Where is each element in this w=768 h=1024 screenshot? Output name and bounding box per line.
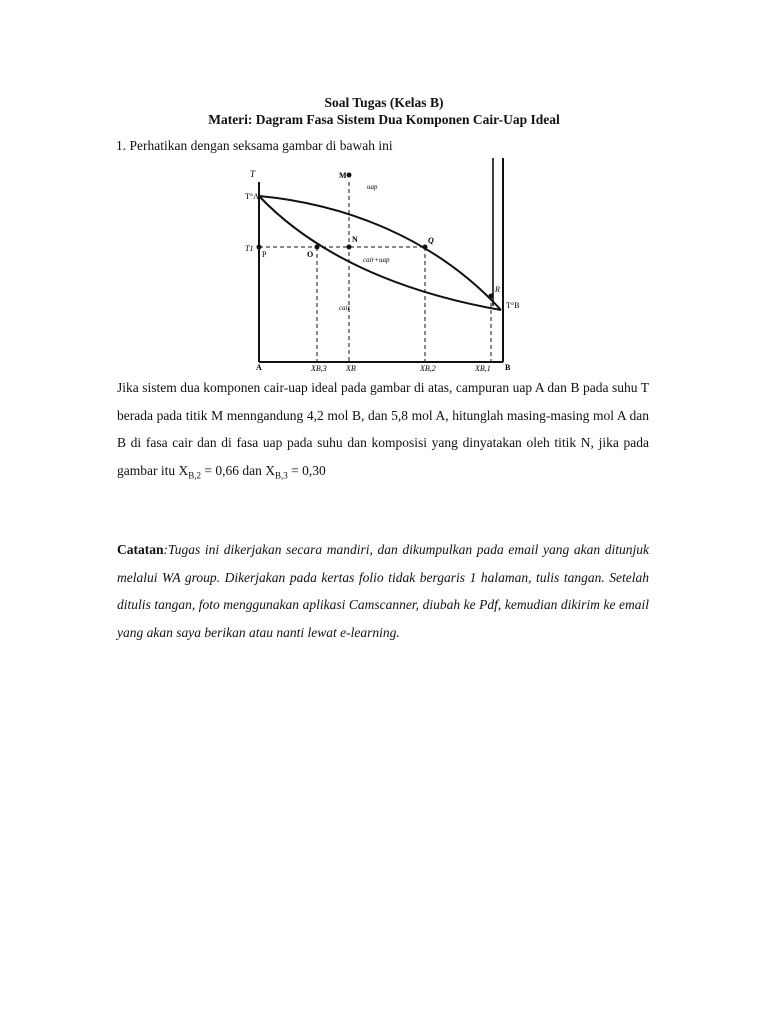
label-t-axis: T [250, 169, 256, 179]
problem-text [117, 374, 649, 490]
problem-part3: = 0,30 [287, 462, 326, 478]
subscript-b2: B,2 [188, 470, 201, 481]
problem-part2: = 0,66 dan X [201, 462, 275, 478]
label-o: O [307, 250, 314, 259]
phase-diagram-figure [235, 158, 525, 372]
label-ta: T°A [245, 192, 259, 201]
label-q: Q [428, 236, 434, 245]
label-r: R [495, 285, 500, 294]
point-q [423, 245, 428, 250]
subscript-b3: B,3 [274, 470, 288, 481]
label-cair-uap: cair+uap [363, 256, 390, 264]
label-m: M [339, 171, 347, 180]
label-p: P [262, 250, 267, 259]
note-text: :Tugas ini dikerjakan secara mandiri, dan dikumpulkan pada email yang akan ditunjuk melalui WA group. Dikerjakan pada kertas folio tidak bergaris 1 halaman, tulis tangan. Setelah ditulis tangan, foto menggunakan aplikasi Camscanner, diubah ke Pdf, kemudian dikirim ke email yang akan saya berikan atau nanti lewat e-learning. [117, 542, 649, 640]
document-subtitle: Materi: Dagram Fasa Sistem Dua Komponen Cair-Uap Ideal [208, 112, 560, 127]
point-p [257, 245, 262, 250]
label-t1: T1 [245, 244, 254, 253]
label-xb: XB [346, 364, 356, 372]
label-a: A [256, 363, 262, 372]
label-n: N [352, 235, 358, 244]
note-paragraph [117, 536, 649, 646]
label-uap: uap [367, 183, 378, 191]
label-xb1: XB,1 [475, 364, 491, 372]
label-xb3: XB,3 [311, 364, 327, 372]
vapor-curve [259, 196, 501, 310]
liquid-curve [259, 196, 501, 310]
question-intro: 1. Perhatikan dengan seksama gambar di bawah ini [116, 138, 393, 153]
document-title: Soal Tugas (Kelas B) [324, 95, 444, 110]
note-label: Catatan [117, 542, 164, 557]
point-n [347, 245, 352, 250]
point-o [315, 245, 320, 250]
label-xb2: XB,2 [420, 364, 436, 372]
point-r [489, 294, 494, 299]
label-tb: T°B [506, 301, 520, 310]
point-m [347, 173, 352, 178]
problem-part1: Jika sistem dua komponen cair-uap ideal pada gambar di atas, campuran uap A dan B pada suhu T berada pada titik M menngandung 4,2 mol B, dan 5,8 mol A, hitunglah masing-masing mol A dan B di fasa cair dan di fasa uap pada suhu dan komposisi yang dinyatakan oleh titik N, jika pada gambar itu X [117, 380, 649, 478]
label-cair: cair [339, 304, 351, 312]
label-b: B [505, 363, 511, 372]
